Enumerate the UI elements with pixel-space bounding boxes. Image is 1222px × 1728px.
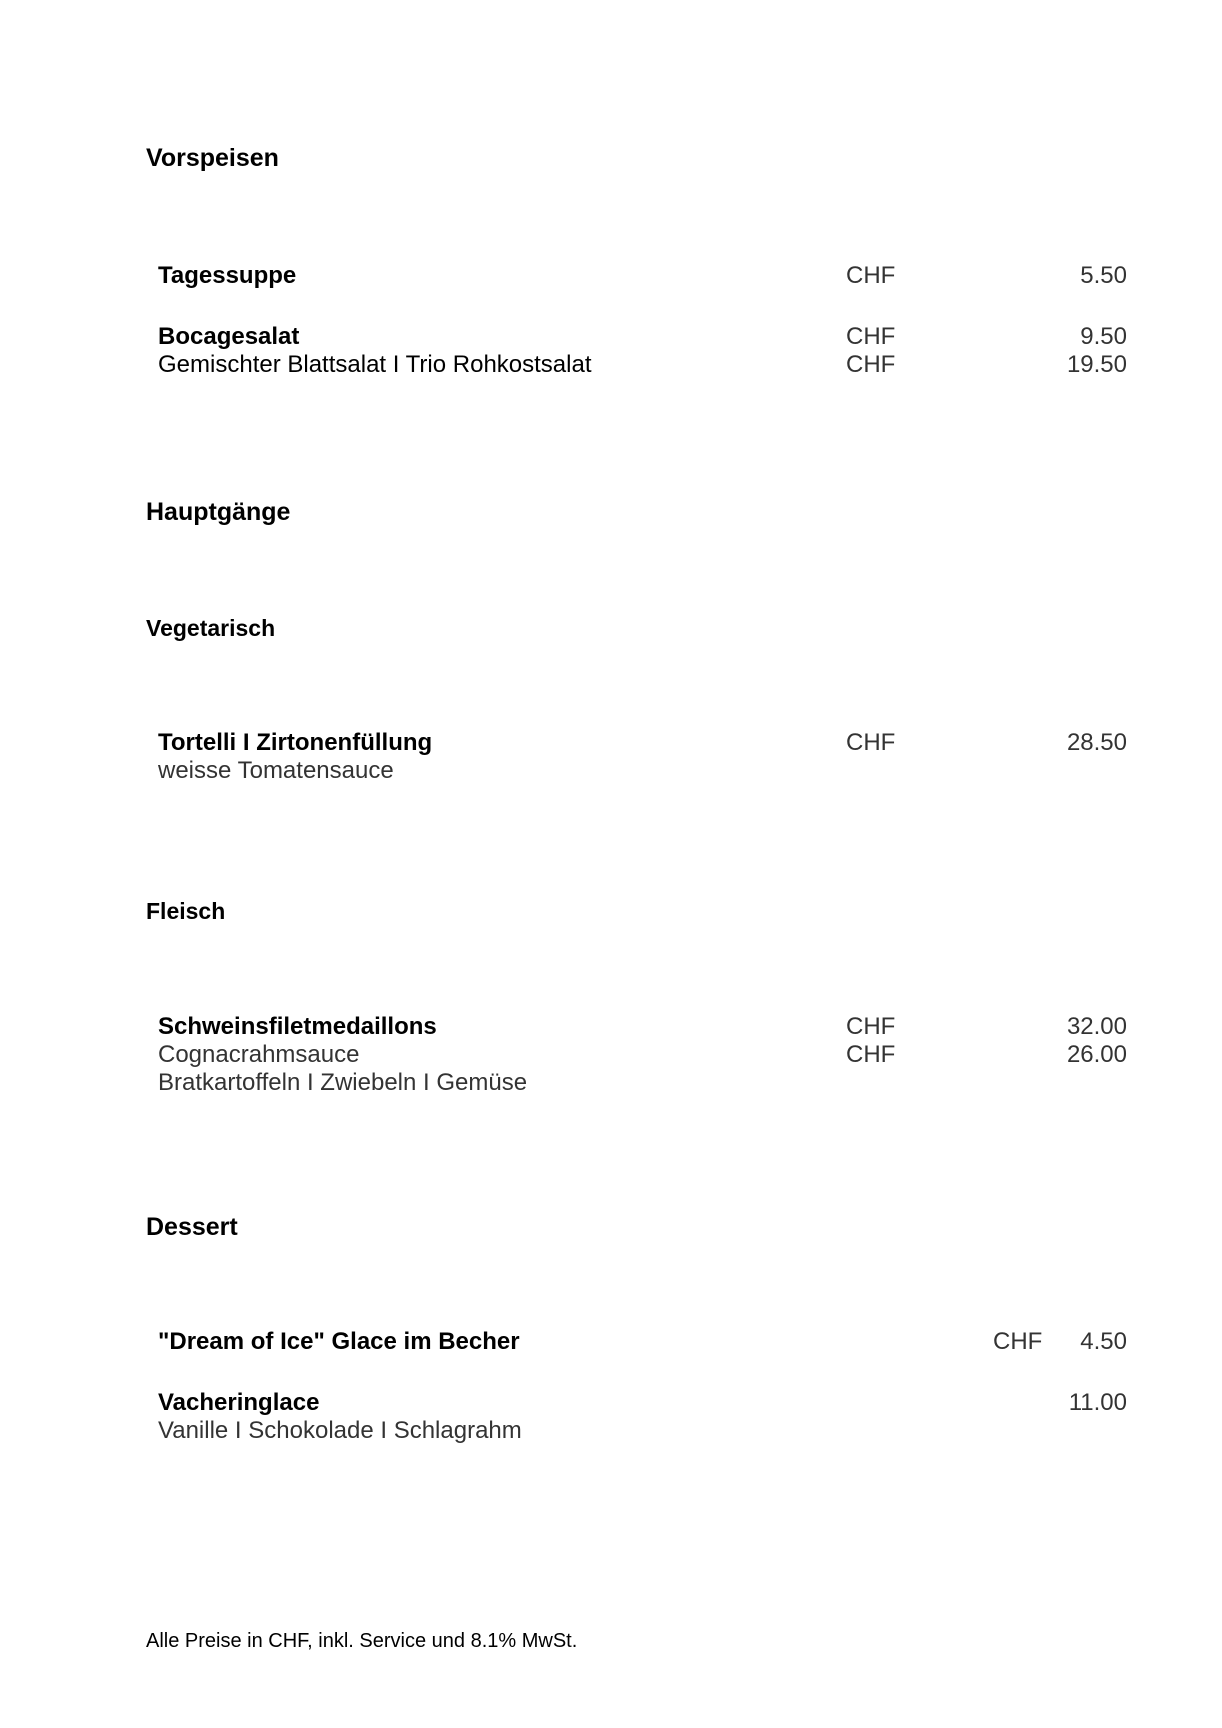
item-name-glace: "Dream of Ice" Glace im Becher [158,1328,520,1355]
currency-glace: CHF [993,1328,1043,1355]
currency-schweinsfilet-small: CHF [846,1041,896,1068]
item-name-bocagesalat: Bocagesalat [158,323,300,350]
subsection-title-fleisch: Fleisch [146,898,226,924]
price-vacheringlace: 11.00 [1068,1389,1127,1416]
item-name-tagessuppe: Tagessuppe [158,262,297,289]
item-desc-vacheringlace: Vanille I Schokolade I Schlagrahm [158,1417,522,1444]
price-tagessuppe: 5.50 [1080,262,1127,289]
item-desc-bocagesalat: Gemischter Blattsalat I Trio Rohkostsalat [158,351,592,378]
price-tortelli: 28.50 [1066,729,1127,756]
section-title-hauptgaenge: Hauptgänge [146,498,291,526]
currency-bocagesalat-large: CHF [846,351,896,378]
price-glace: 4.50 [1080,1328,1127,1355]
price-bocagesalat: 9.50 [1080,323,1127,350]
currency-tortelli: CHF [846,729,896,756]
currency-bocagesalat: CHF [846,323,896,350]
price-bocagesalat-large: 19.50 [1066,351,1127,378]
footer-note: Alle Preise in CHF, inkl. Service und 8.1% MwSt. [146,1630,578,1652]
currency-tagessuppe: CHF [846,262,896,289]
item-name-vacheringlace: Vacheringlace [158,1389,320,1416]
price-schweinsfilet: 32.00 [1066,1013,1127,1040]
item-desc-cognacrahmsauce: Cognacrahmsauce [158,1041,360,1068]
item-name-tortelli: Tortelli I Zirtonenfüllung [158,729,433,756]
currency-schweinsfilet: CHF [846,1013,896,1040]
section-title-dessert: Dessert [146,1213,238,1241]
item-desc-beilagen: Bratkartoffeln I Zwiebeln I Gemüse [158,1069,528,1096]
price-schweinsfilet-small: 26.00 [1066,1041,1127,1068]
item-name-schweinsfilet: Schweinsfiletmedaillons [158,1013,437,1040]
section-title-vorspeisen: Vorspeisen [146,144,279,172]
subsection-title-vegetarisch: Vegetarisch [146,615,276,641]
item-desc-tortelli: weisse Tomatensauce [158,757,394,784]
